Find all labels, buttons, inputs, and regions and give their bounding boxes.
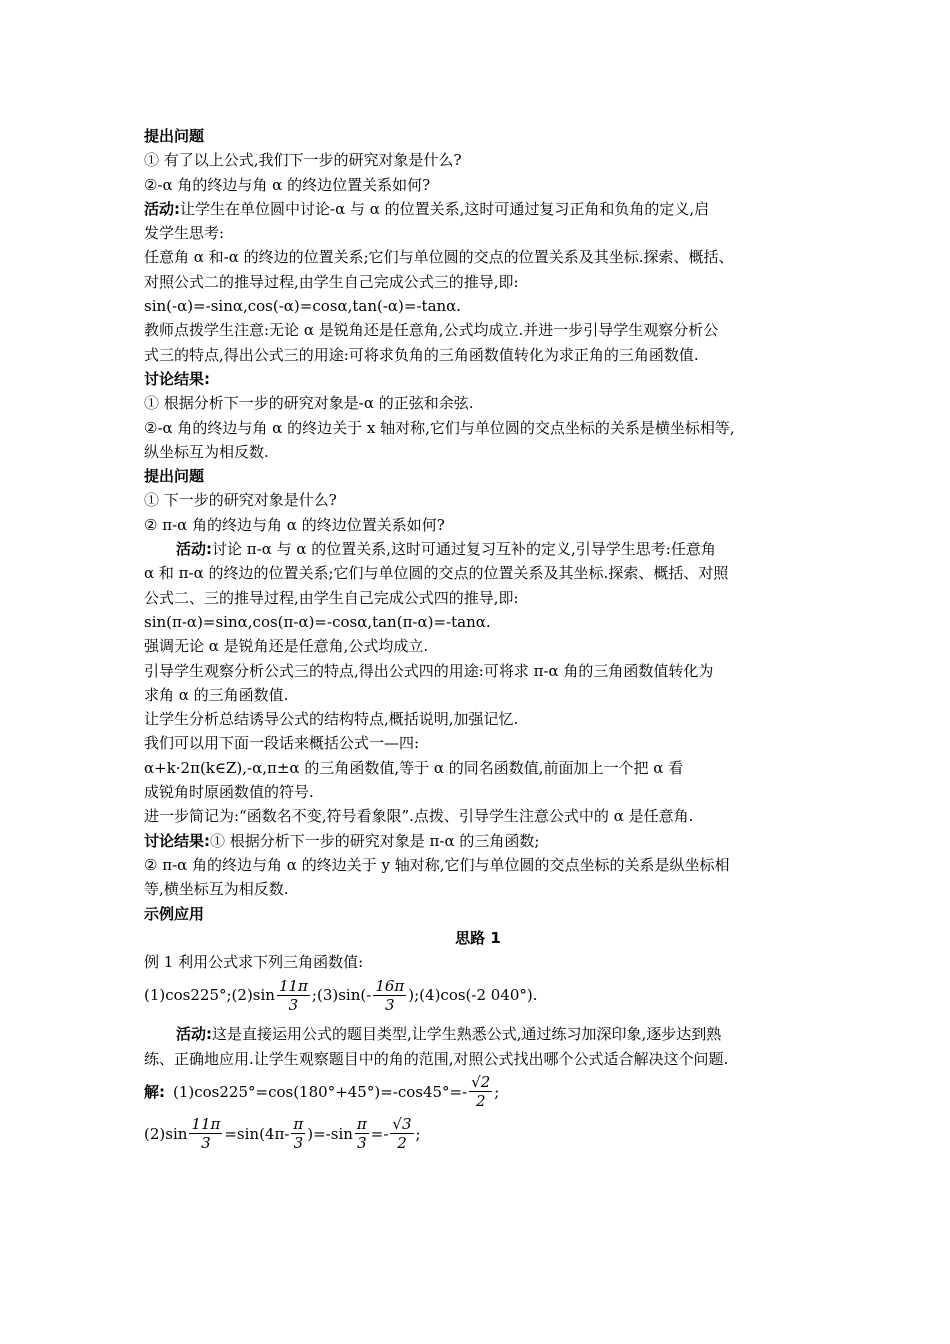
result-label: 讨论结果:	[144, 831, 210, 850]
subsection-title: 思路 1	[455, 928, 501, 947]
solution-text: ;	[415, 1124, 421, 1143]
solution-line	[144, 1113, 812, 1155]
activity-line	[144, 197, 812, 221]
section-heading: 提出问题	[144, 127, 205, 145]
activity-line	[144, 1022, 812, 1046]
question-line: ① 下一步的研究对象是什么?	[144, 491, 337, 510]
text-line: 发学生思考:	[144, 224, 225, 243]
solution-text: )=-sin	[307, 1124, 353, 1143]
section-heading: 讨论结果:	[144, 369, 210, 388]
solution-text: =-	[370, 1124, 389, 1143]
section-heading: 提出问题	[144, 467, 205, 486]
text-line: 练、正确地应用.让学生观察题目中的角的范围,对照公式找出哪个公式适合解决这个问题.	[144, 1049, 729, 1068]
fraction: $\frac{16\pi}{3}$	[375, 976, 405, 1014]
result-line: ②-α 角的终边与角 α 的终边关于 x 轴对称,它们与单位圆的交点坐标的关系是横坐标相等,	[144, 418, 735, 437]
problem-text: );(4)cos(-2 040°).	[408, 986, 538, 1005]
formula-line: sin(π-α)=sinα,cos(π-α)=-cosα,tan(π-α)=-tanα.	[144, 612, 491, 631]
fraction: $\frac{√3}{2}$	[392, 1115, 412, 1153]
activity-text: 让学生在单位圆中讨论-α 与 α 的位置关系,这时可通过复习正角和负角的定义,启	[180, 199, 710, 218]
fraction: $\frac{\pi}{3}$	[356, 1115, 367, 1153]
section-heading: 示例应用	[144, 904, 205, 923]
text-line: 教师点拨学生注意:无论 α 是锐角还是任意角,公式均成立.并进一步引导学生观察分析公	[144, 321, 719, 340]
formula-line: α+k·2π(k∈Z),-α,π±α 的三角函数值,等于 α 的同名函数值,前面加上一个把 α 看	[144, 758, 684, 777]
text-line: 式三的特点,得出公式三的用途:可将求负角的三角函数值转化为求正角的三角函数值.	[144, 345, 699, 364]
problem-text: (1)cos225°;(2)sin	[144, 986, 275, 1005]
activity-label: 活动:	[176, 1025, 212, 1044]
result-line: 等,横坐标互为相反数.	[144, 880, 289, 899]
result-text: ① 根据分析下一步的研究对象是 π-α 的三角函数;	[210, 831, 540, 850]
text-line: 进一步简记为:“函数名不变,符号看象限”.点拨、引导学生注意公式中的 α 是任意角.	[144, 807, 694, 826]
fraction: $\frac{\pi}{3}$	[293, 1115, 304, 1153]
text-line: 公式二、三的推导过程,由学生自己完成公式四的推导,即:	[144, 588, 519, 607]
solution-text: ;	[494, 1082, 500, 1101]
activity-label: 活动:	[176, 540, 212, 559]
result-line: ① 根据分析下一步的研究对象是-α 的正弦和余弦.	[144, 394, 474, 413]
solution-text: (1)cos225°=cos(180°+45°)=-cos45°=-	[173, 1082, 468, 1101]
solution-label: 解:	[144, 1083, 165, 1102]
document-body	[144, 124, 812, 1155]
solution-line	[144, 1071, 812, 1113]
activity-label: 活动:	[144, 199, 180, 218]
result-line: ② π-α 角的终边与角 α 的终边关于 y 轴对称,它们与单位圆的交点坐标的关系是纵坐标相	[144, 855, 730, 874]
text-line: 任意角 α 和-α 的终边的位置关系;它们与单位圆的交点的位置关系及其坐标.探索、概括、	[144, 248, 734, 267]
fraction: $\frac{√2}{2}$	[471, 1073, 491, 1111]
result-line: 纵坐标互为相反数.	[144, 442, 269, 461]
problem-text: ;(3)sin(-	[311, 986, 372, 1005]
result-line	[144, 829, 812, 853]
question-line: ② π-α 角的终边与角 α 的终边位置关系如何?	[144, 515, 445, 534]
activity-text: 这是直接运用公式的题目类型,让学生熟悉公式,通过练习加深印象,逐步达到熟	[212, 1025, 722, 1044]
text-line: 让学生分析总结诱导公式的结构特点,概括说明,加强记忆.	[144, 710, 519, 729]
text-line: 强调无论 α 是锐角还是任意角,公式均成立.	[144, 637, 429, 656]
solution-text: =sin(4π-	[224, 1124, 290, 1143]
question-line: ① 有了以上公式,我们下一步的研究对象是什么?	[144, 151, 462, 170]
fraction: $\frac{11\pi}{3}$	[278, 976, 308, 1014]
question-line: ②-α 角的终边与角 α 的终边位置关系如何?	[144, 175, 431, 194]
example-problem	[144, 974, 812, 1016]
fraction: $\frac{11\pi}{3}$	[191, 1115, 221, 1153]
formula-line: sin(-α)=-sinα,cos(-α)=cosα,tan(-α)=-tanα.	[144, 297, 462, 316]
text-line: 成锐角时原函数值的符号.	[144, 783, 314, 802]
text-line: 对照公式二的推导过程,由学生自己完成公式三的推导,即:	[144, 272, 519, 291]
text-line: 我们可以用下面一段话来概括公式一—四:	[144, 734, 420, 753]
text-line: α 和 π-α 的终边的位置关系;它们与单位圆的交点的位置关系及其坐标.探索、概括、对照	[144, 564, 729, 583]
text-line: 引导学生观察分析公式三的特点,得出公式四的用途:可将求 π-α 角的三角函数值转化为	[144, 661, 714, 680]
activity-text: 讨论 π-α 与 α 的位置关系,这时可通过复习互补的定义,引导学生思考:任意角	[212, 540, 716, 559]
example-title: 例 1 利用公式求下列三角函数值:	[144, 953, 364, 972]
activity-line	[144, 537, 812, 561]
solution-text: (2)sin	[144, 1124, 188, 1143]
text-line: 求角 α 的三角函数值.	[144, 685, 289, 704]
